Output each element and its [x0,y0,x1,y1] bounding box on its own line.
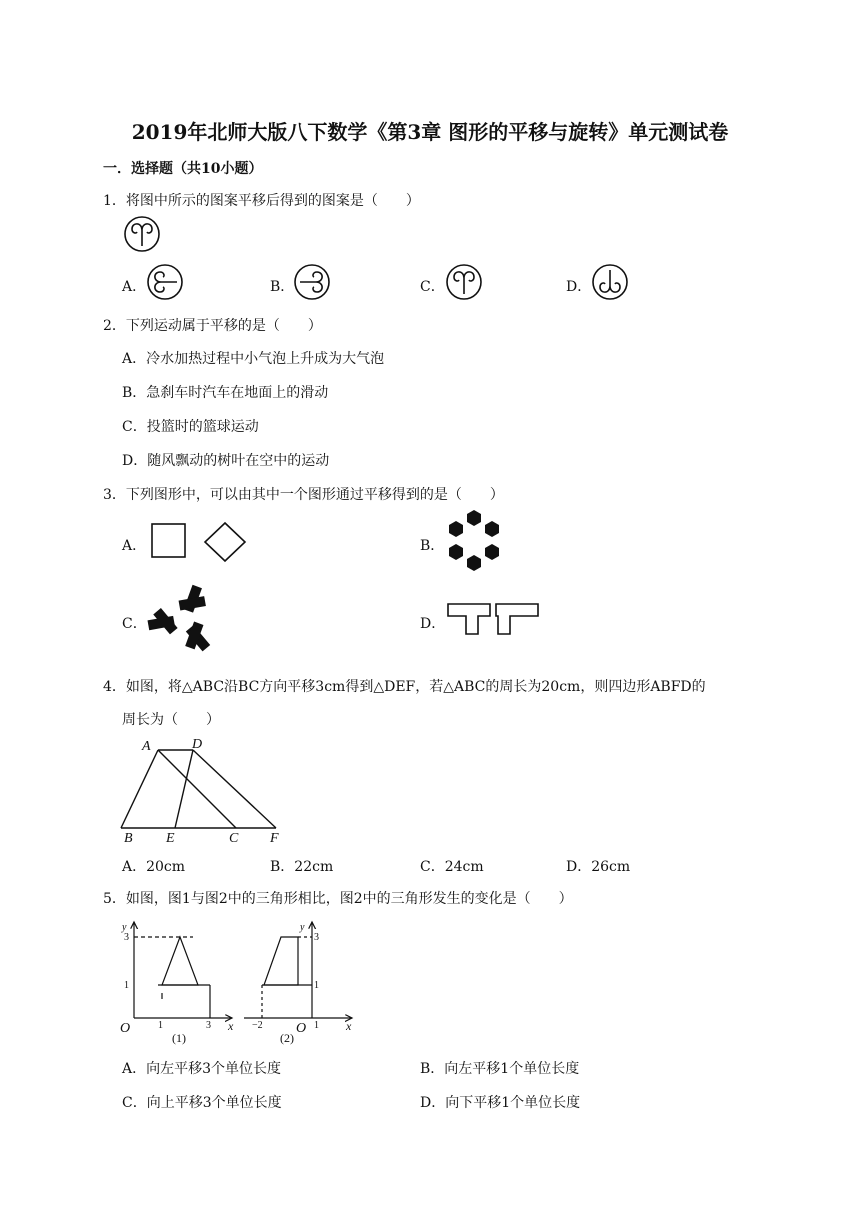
q5-option-d[interactable]: D．向下平移1个单位长度 [420,1095,581,1111]
question-4-stem-line-2: 周长为（ ） [122,712,220,728]
q4-translation-figure [118,736,288,844]
q3-option-b[interactable]: B． [420,538,445,554]
q4-option-b[interactable]: B．22cm [270,859,334,875]
question-3-stem: 3．下列图形中，可以由其中一个图形通过平移得到的是（ ） [103,487,504,503]
question-5-stem: 5．如图，图1与图2中的三角形相比，图2中的三角形发生的变化是（ ） [103,891,573,907]
q5-fig1-label-y: y [122,922,127,933]
q5-fig2-label-neg2: −2 [252,1020,263,1031]
q3-option-a[interactable]: A． [122,538,147,554]
q5-option-b[interactable]: B．向左平移1个单位长度 [420,1061,580,1077]
q5-fig2-caption: (2) [280,1031,294,1045]
q4-label-a: A [142,739,151,754]
q2-option-d[interactable]: D．随风飘动的树叶在空中的运动 [122,453,330,469]
q5-fig1-label-1-y: 1 [124,980,129,991]
q5-fig2-label-1-y: 1 [314,980,319,991]
section-heading: 一．选择题（共10小题） [103,161,263,177]
question-2-stem: 2．下列运动属于平移的是（ ） [103,318,322,334]
q4-option-a[interactable]: A．20cm [122,859,186,875]
question-4-stem-line-1: 4．如图，将△ABC沿BC方向平移3cm得到△DEF，若△ABC的周长为20cm，则四边形ABFD的 [103,679,706,695]
q1-option-c[interactable]: C． [420,279,445,295]
q5-fig1-label-3-y: 3 [124,932,129,943]
q1-option-a[interactable]: A． [122,279,147,295]
q5-fig1-label-x: x [228,1019,234,1033]
q1-option-a-figure [147,264,187,304]
q3-option-b-figure [446,510,502,572]
q5-fig2-label-o: O [296,1021,307,1036]
q4-label-f: F [270,831,279,846]
q3-option-d[interactable]: D． [420,616,446,632]
q1-option-c-figure [446,264,486,304]
q5-option-c[interactable]: C．向上平移3个单位长度 [122,1095,282,1111]
q1-option-d[interactable]: D． [566,279,592,295]
page-title: 2019年北师大版八下数学《第3章 图形的平移与旋转》单元测试卷 [131,120,729,144]
q3-option-d-figure [446,602,542,638]
q5-fig1-label-o: O [120,1021,131,1036]
q1-option-d-figure [592,264,632,304]
q4-label-b: B [124,831,133,846]
q3-option-a-figure [150,522,250,562]
q1-option-b[interactable]: B． [270,279,295,295]
q4-option-c[interactable]: C．24cm [420,859,484,875]
q4-label-e: E [166,831,175,846]
q5-fig1-label-1-x: 1 [158,1020,163,1031]
q5-fig1-label-3-x: 3 [206,1020,211,1031]
q5-figure-1 [118,918,236,1046]
q3-option-c-figure [148,584,220,656]
q5-figure-2 [240,918,358,1046]
q5-fig2-label-y: y [300,922,305,933]
q2-option-b[interactable]: B．急刹车时汽车在地面上的滑动 [122,385,329,401]
q2-option-c[interactable]: C．投篮时的篮球运动 [122,419,259,435]
q5-fig1-caption: (1) [172,1031,186,1045]
q4-label-d: D [192,737,203,752]
question-1-stem: 1．将图中所示的图案平移后得到的图案是（ ） [103,193,420,209]
q4-option-d[interactable]: D．26cm [566,859,631,875]
q1-option-b-figure [294,264,334,304]
q5-fig2-label-x: x [346,1019,352,1033]
q4-label-c: C [229,831,239,846]
q5-option-a[interactable]: A．向左平移3个单位长度 [122,1061,282,1077]
q2-option-a[interactable]: A．冷水加热过程中小气泡上升成为大气泡 [122,351,385,367]
q3-option-c[interactable]: C． [122,616,147,632]
q1-reference-pattern [124,216,164,256]
q5-fig2-label-1-x: 1 [314,1020,319,1031]
q5-fig2-label-3-y: 3 [314,932,319,943]
